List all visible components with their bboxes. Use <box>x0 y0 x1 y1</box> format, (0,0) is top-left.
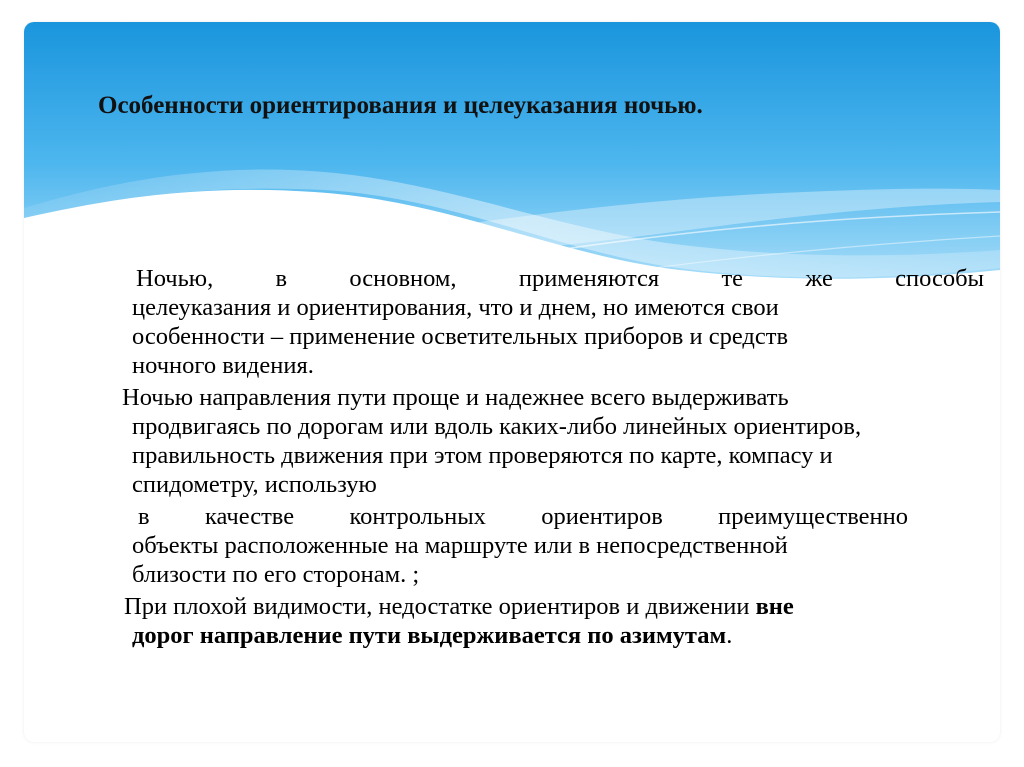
paragraph-4-line-2-end: . <box>726 622 733 649</box>
paragraph-2 <box>122 383 984 499</box>
paragraph-1-line-2: целеуказания и ориентирования, что и днем, но имеются свои <box>132 294 779 321</box>
paragraph-1-line-3: особенности – применение осветительных приборов и средств <box>132 323 789 350</box>
paragraph-2-line-4: спидометру, использую <box>132 471 377 498</box>
paragraph-4-line-1-bold: вне <box>755 593 794 620</box>
paragraph-1-line-1: Ночью, в основном, применяются те же способы <box>136 265 984 292</box>
paragraph-4 <box>124 592 984 650</box>
slide-title: Особенности ориентирования и целеуказания ночью. <box>98 92 703 119</box>
paragraph-3 <box>132 502 984 589</box>
paragraph-2-line-2: продвигаясь по дорогам или вдоль каких-либо линейных ориентиров, <box>132 413 862 440</box>
slide <box>24 22 1000 742</box>
paragraph-4-line-2 <box>132 621 984 650</box>
paragraph-2-line-1: Ночью направления пути проще и надежнее всего выдерживать <box>122 384 789 411</box>
paragraph-3-line-2: объекты расположенные на маршруте или в непосредственной <box>132 532 788 559</box>
paragraph-2-line-3: правильность движения при этом проверяются по карте, компасу и <box>132 442 833 469</box>
paragraph-3-line-1: в качестве контрольных ориентиров преимущественно <box>138 503 908 530</box>
paragraph-4-line-1 <box>124 592 984 621</box>
paragraph-1 <box>132 264 984 380</box>
paragraph-1-line-4: ночного видения. <box>132 352 314 379</box>
paragraph-3-line-3: близости по его сторонам. ; <box>132 561 420 588</box>
slide-body <box>122 264 984 650</box>
paragraph-4-line-2-bold: дорог направление пути выдерживается по азимутам <box>132 622 727 649</box>
paragraph-4-line-1-text: При плохой видимости, недостатке ориентиров и движении <box>124 593 756 620</box>
